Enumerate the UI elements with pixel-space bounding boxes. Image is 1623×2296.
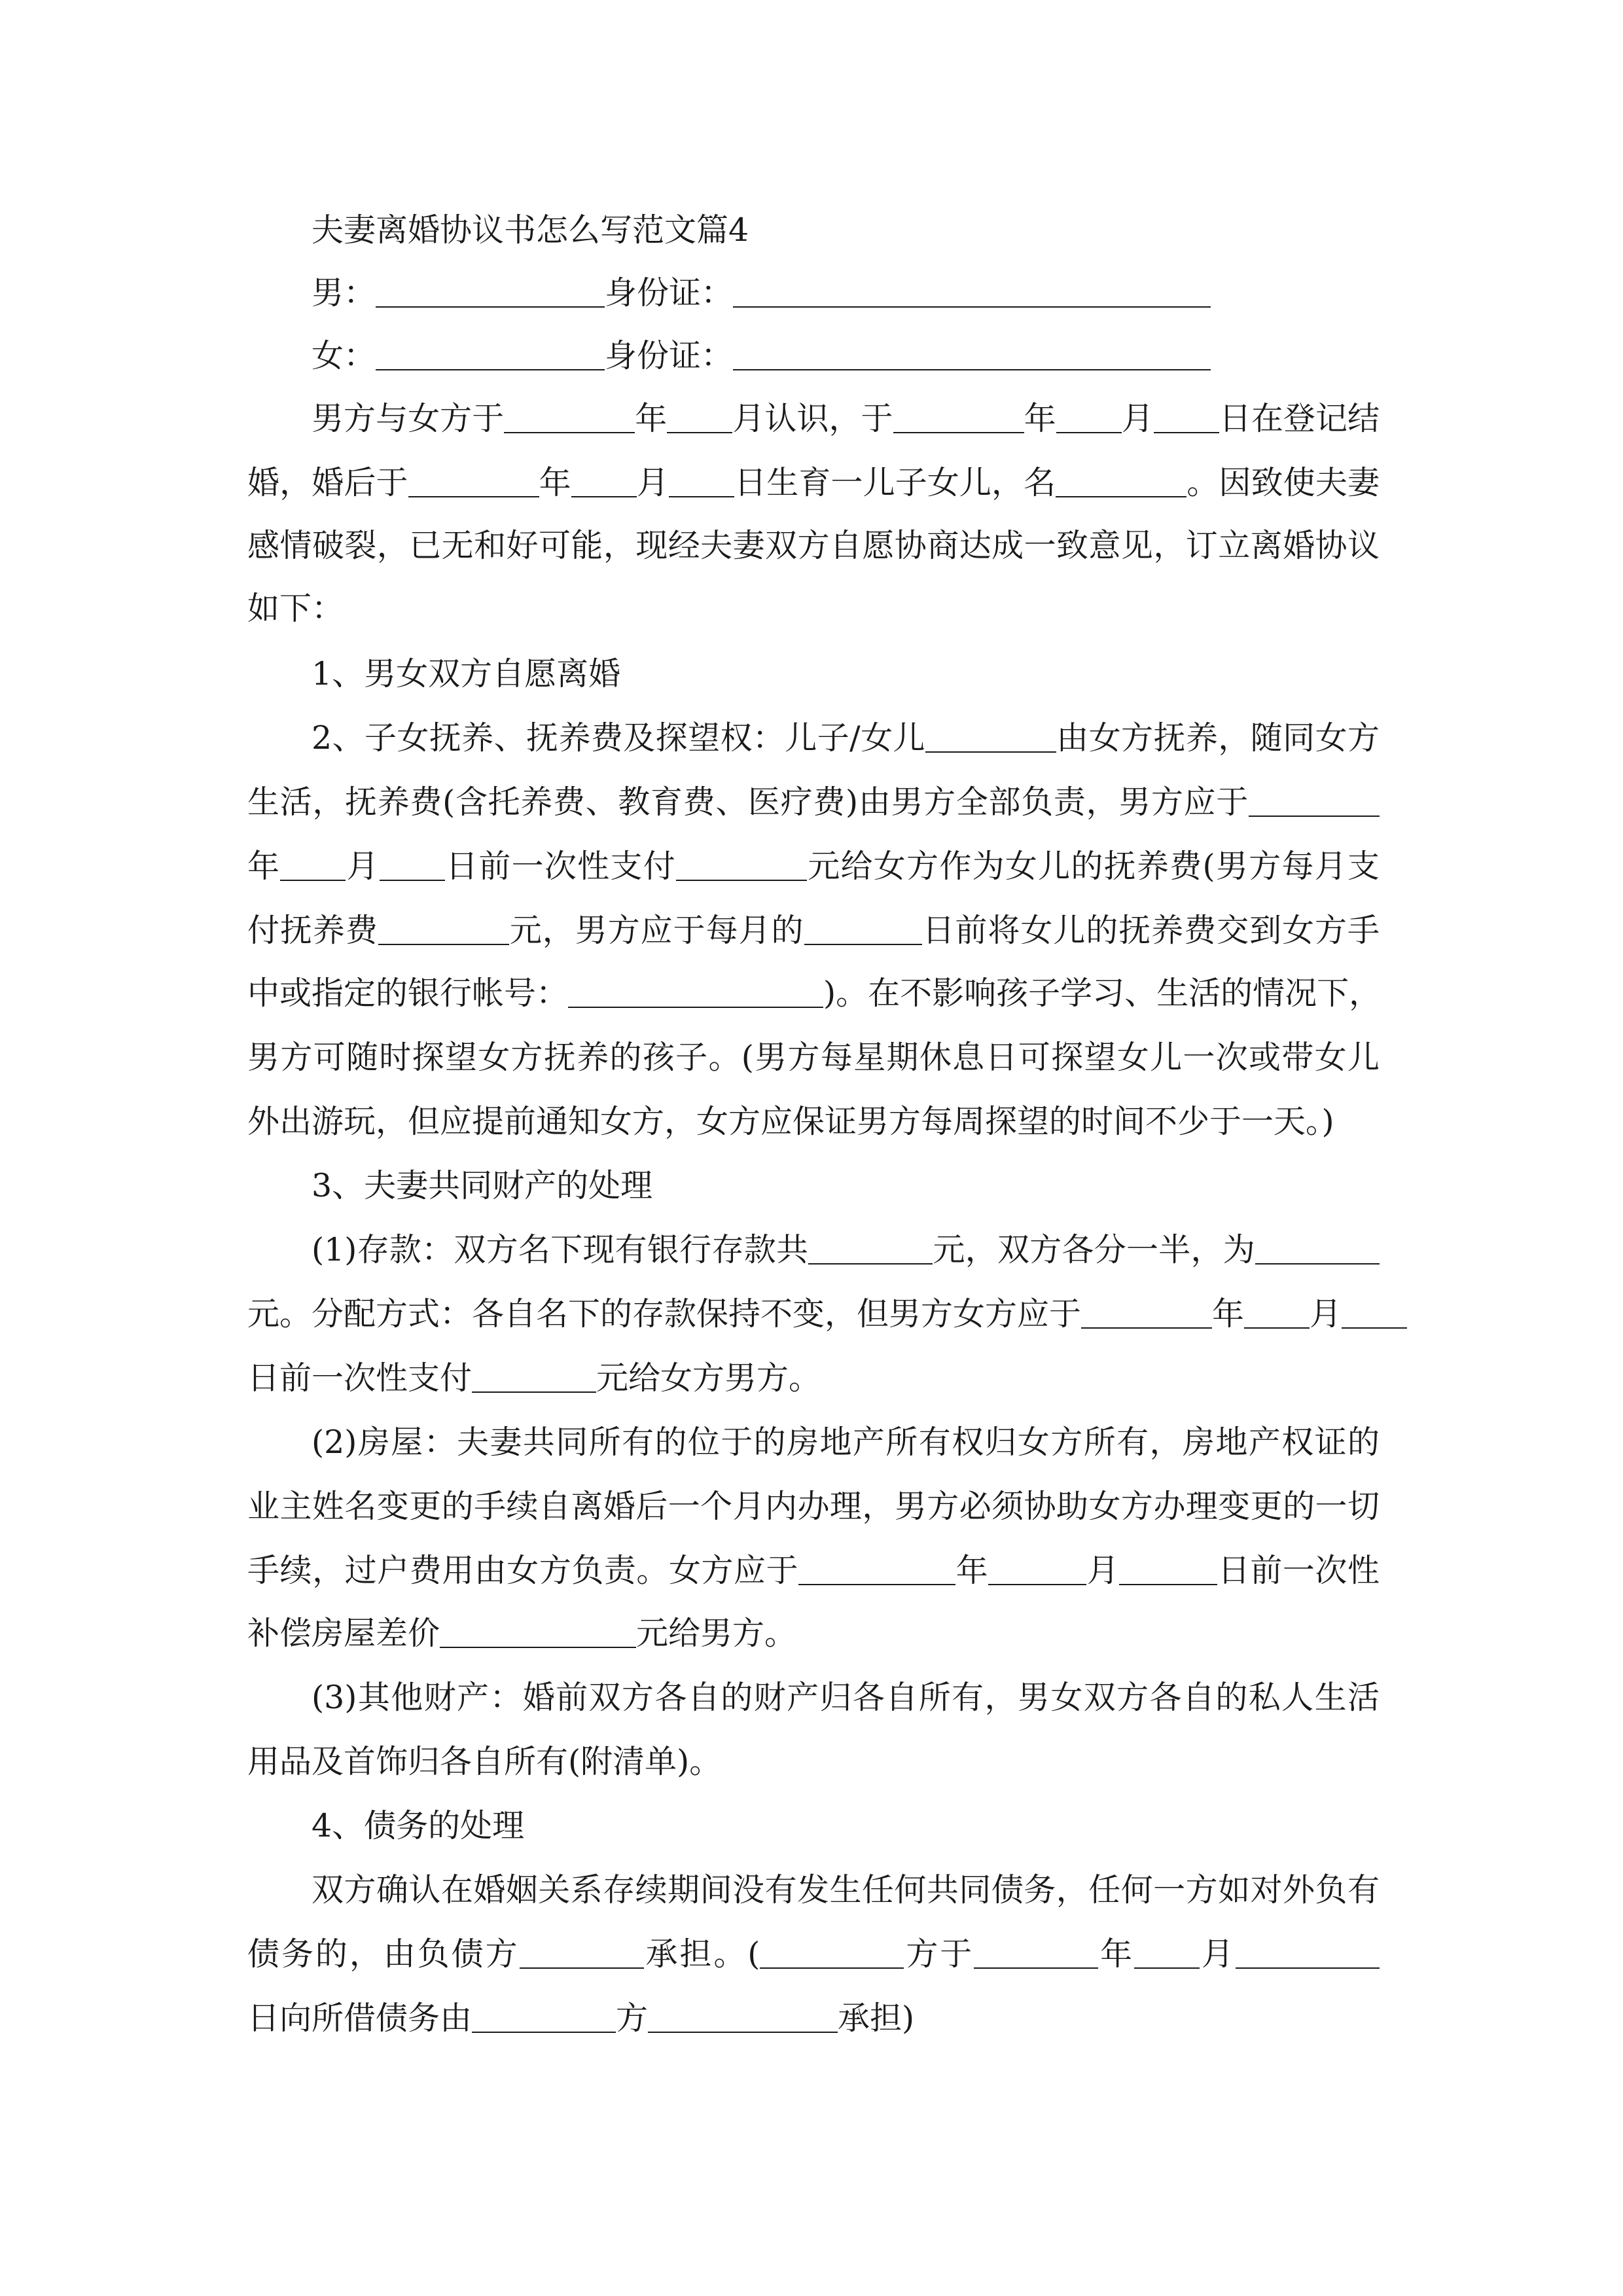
blank-field[interactable] — [1119, 1554, 1217, 1585]
text-segment: (3)其他财产：婚前双方各自的财产归各自所有，男女双方各自的私人生活 — [312, 1679, 1380, 1716]
blank-field[interactable] — [571, 466, 637, 497]
text-segment: 双方确认在婚姻关系存续期间没有发生任何共同债务，任何一方如对外负有 — [312, 1871, 1380, 1909]
blank-field[interactable] — [808, 1233, 933, 1265]
text-segment: (2)房屋：夫妻共同所有的位于的房地产所有权归女方所有，房地产权证的 — [312, 1424, 1380, 1461]
text-segment: 日向所借债务由 — [247, 2000, 473, 2037]
paragraph-line — [247, 847, 1380, 886]
paragraph-line — [247, 1935, 1380, 1974]
blank-field[interactable] — [804, 914, 922, 945]
text-segment: 男： — [312, 274, 376, 312]
text-segment: 身份证： — [605, 274, 734, 312]
text-segment: 生活，抚养费(含托养费、教育费、医疗费)由男方全部负责，男方应于 — [247, 783, 1249, 821]
text-segment: 年 — [1024, 400, 1056, 437]
text-segment: 男方与女方于 — [312, 400, 505, 437]
text-segment: 。因致使夫妻 — [1186, 464, 1380, 501]
section-heading — [312, 1166, 652, 1206]
paragraph-line — [247, 911, 1380, 950]
paragraph-line — [247, 1551, 1380, 1590]
paragraph-line — [247, 974, 1380, 1013]
section-heading — [312, 655, 620, 694]
text-segment: 方于 — [904, 1935, 974, 1973]
blank-field[interactable] — [648, 2001, 838, 2033]
blank-field[interactable] — [974, 1937, 1098, 1969]
paragraph-line — [247, 589, 344, 628]
female-line — [312, 336, 1211, 376]
text-segment: 月认识，于 — [732, 400, 893, 437]
text-segment: 月 — [636, 464, 669, 501]
section-heading — [312, 1806, 524, 1846]
blank-field[interactable] — [280, 850, 346, 881]
text-segment: 日前一次性支付 — [444, 848, 676, 885]
text-segment: 由女方抚养，随同女方 — [1056, 719, 1380, 757]
blank-field[interactable] — [408, 466, 539, 497]
paragraph-line — [247, 463, 1380, 503]
paragraph-line — [247, 1359, 821, 1398]
text-segment: 日前一次性 — [1217, 1552, 1380, 1589]
text-segment: 2、子女抚养、抚养费及探望权：儿子/女儿 — [312, 719, 925, 757]
paragraph-line — [312, 399, 1380, 439]
text-segment: 外出游玩，但应提前通知女方，女方应保证男方每周探望的时间不少于一天。) — [247, 1103, 1334, 1140]
text-segment: (1)存款：双方名下现有银行存款共 — [312, 1231, 809, 1268]
paragraph-line — [247, 1038, 1380, 1077]
text-segment: 补偿房屋差价 — [247, 1615, 440, 1652]
paragraph-line — [312, 1871, 1380, 1910]
male-line — [312, 274, 1211, 313]
text-segment: 日前一次性支付 — [247, 1359, 473, 1397]
text-segment: 中或指定的银行帐号： — [247, 975, 569, 1012]
text-segment: 月 — [1086, 1552, 1120, 1589]
text-segment: 月 — [1121, 400, 1154, 437]
text-segment: 月 — [1200, 1935, 1236, 1973]
text-segment: 婚，婚后于 — [247, 464, 408, 501]
title-text: 夫妻离婚协议书怎么写范文篇4 — [312, 211, 749, 249]
blank-field[interactable] — [1056, 402, 1122, 433]
text-segment: 元给男方。 — [636, 1615, 797, 1652]
paragraph-line — [247, 1614, 796, 1653]
text-segment: 日前将女儿的抚养费交到女方手 — [921, 912, 1380, 949]
blank-field[interactable] — [667, 402, 732, 433]
blank-field[interactable] — [472, 2001, 616, 2033]
paragraph-line — [312, 1423, 1380, 1462]
blank-field[interactable] — [988, 1554, 1086, 1585]
text-segment: 付抚养费 — [247, 912, 378, 949]
blank-field[interactable] — [1056, 466, 1186, 497]
blank-field[interactable] — [376, 339, 605, 370]
blank-field[interactable] — [669, 466, 734, 497]
text-segment: 手续，过户费用由女方负责。女方应于 — [247, 1552, 799, 1589]
text-segment: 感情破裂，已无和好可能，现经夫妻双方自愿协商达成一致意见，订立离婚协议 — [247, 527, 1380, 564]
text-segment: 元。分配方式：各自名下的存款保持不变，但男方女方应于 — [247, 1295, 1082, 1333]
blank-field[interactable] — [1236, 1937, 1380, 1969]
paragraph-line — [312, 1678, 1380, 1717]
blank-field[interactable] — [1249, 785, 1380, 817]
text-segment: )。在不影响孩子学习、生活的情况下， — [823, 975, 1382, 1012]
text-segment: 身份证： — [605, 337, 734, 374]
text-segment: 元给女方作为女儿的抚养费(男方每月支 — [807, 848, 1380, 885]
text-segment: 方 — [616, 2000, 649, 2037]
text-segment: 用品及首饰归各自所有(附清单)。 — [247, 1743, 722, 1780]
blank-field[interactable] — [378, 914, 509, 945]
blank-field[interactable] — [1154, 402, 1219, 433]
text-segment: 女： — [312, 337, 376, 374]
text-segment: 债务的，由负债方 — [247, 1935, 520, 1973]
paragraph-line — [247, 1742, 721, 1782]
text-segment: 年 — [1098, 1935, 1135, 1973]
text-segment: 元，双方各分一半，为 — [933, 1231, 1255, 1268]
text-segment: 承担。( — [643, 1935, 760, 1973]
text-segment: 男方可随时探望女方抚养的孩子。(男方每星期休息日可探望女儿一次或带女儿 — [247, 1039, 1380, 1076]
text-segment: 元，男方应于每月的 — [508, 912, 804, 949]
blank-field[interactable] — [676, 850, 807, 881]
text-segment: 月 — [1310, 1295, 1342, 1333]
blank-field[interactable] — [733, 339, 1211, 370]
paragraph-line — [247, 783, 1380, 822]
text-segment: 业主姓名变更的手续自离婚后一个月内办理，男方必须协助女方办理变更的一切 — [247, 1488, 1380, 1525]
blank-field[interactable] — [1081, 1297, 1212, 1329]
text-segment: 年 — [1212, 1295, 1245, 1333]
blank-field[interactable] — [798, 1554, 955, 1585]
text-segment: 年 — [247, 848, 281, 885]
paragraph-line — [247, 526, 1380, 565]
blank-field[interactable] — [380, 850, 445, 881]
blank-field[interactable] — [504, 402, 635, 433]
paragraph-line — [247, 1295, 1380, 1334]
text-segment: 承担) — [838, 2000, 915, 2037]
text-segment: 日生育一儿子女儿，名 — [734, 464, 1056, 501]
blank-field[interactable] — [440, 1617, 636, 1648]
blank-field[interactable] — [925, 721, 1056, 753]
text-segment: 年 — [539, 464, 571, 501]
paragraph-line — [247, 1102, 1334, 1141]
text-segment: 元给女方男方。 — [596, 1359, 821, 1397]
blank-field[interactable] — [472, 1361, 596, 1393]
paragraph-line — [312, 719, 1380, 758]
text-segment: 年 — [955, 1552, 989, 1589]
blank-field[interactable] — [893, 402, 1024, 433]
text-segment: 1、男女双方自愿离婚 — [312, 655, 621, 692]
document-title — [312, 211, 749, 250]
blank-field[interactable] — [1342, 1297, 1407, 1329]
bank-account-field[interactable] — [568, 977, 823, 1008]
blank-field[interactable] — [1255, 1233, 1380, 1265]
paragraph-line — [247, 1999, 914, 2038]
text-segment: 月 — [346, 848, 380, 885]
blank-field[interactable] — [1244, 1297, 1310, 1329]
blank-field[interactable] — [520, 1937, 644, 1969]
text-segment: 4、债务的处理 — [312, 1807, 525, 1844]
paragraph-line — [247, 1487, 1380, 1526]
blank-field[interactable] — [760, 1937, 904, 1969]
text-segment: 年 — [635, 400, 668, 437]
text-segment: 日在登记结 — [1219, 400, 1380, 437]
text-segment: 3、夫妻共同财产的处理 — [312, 1167, 653, 1204]
blank-field[interactable] — [376, 276, 605, 308]
paragraph-line — [312, 1230, 1380, 1270]
text-segment: 如下： — [247, 590, 344, 627]
blank-field[interactable] — [1134, 1937, 1200, 1969]
blank-field[interactable] — [733, 276, 1211, 308]
